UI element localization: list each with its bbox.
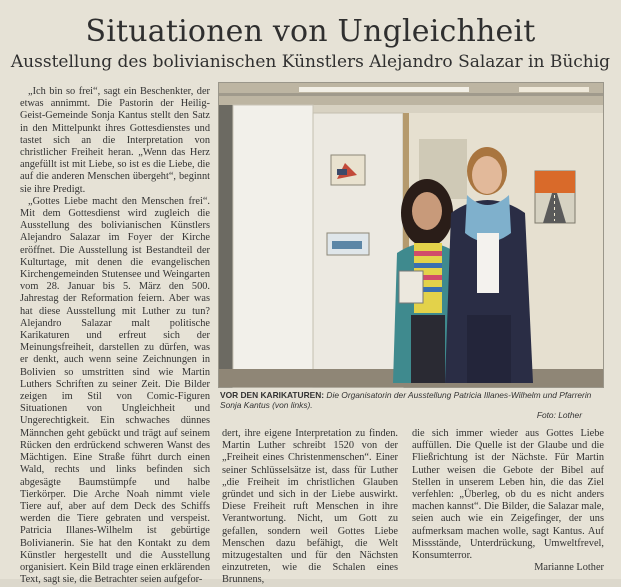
article-column-2 [222,428,398,587]
headline: Situationen von Ungleichheit [85,14,536,49]
article-column-3 [412,428,604,574]
exhibition-photo [219,83,603,387]
photo-credit: Foto: Lother [536,410,582,420]
paragraph: die sich immer wieder aus Gottes Liebe auffüllen. Die Quelle ist der Glaube und die Fließrichtung ist der Nächste. Für Martin Luther weisen die Gebote der Bibel auf Stellen in unserem Leben hin, die das Ziel verfehlen: „Überleg, ob du es nicht anders machen kannst“. Die Bilder, die Salazar male, seien auch wie ein Zeigefinger, der uns aufmerksam machen wolle, sagt Kantus. Auf Missstände, Unterdrückung, Umweltfrevel, Konsumterror. [412,428,604,562]
caption-lead: VOR DEN KARIKATUREN: [220,390,325,400]
paragraph: dert, ihre eigene Interpretation zu finden. Martin Luther schreibt 1520 von der „Freiheit eines Christenmenschen“. Einer seiner Schlüsselsätze ist, dass für Luther „die Freiheit im christlichen Glauben gründet und sich in der Liebe auswirkt. Diese Freiheit ruft Menschen in ihre Verantwortung. Nicht, um Gott zu gefallen, sondern weil Gottes Liebe Menschen dazu befähigt, die Welt mitzugestalten und für den Nächsten einzutreten, wie die Schalen eines Brunnens, [222,428,398,586]
author-byline: Marianne Lother [534,562,604,574]
paragraph: „Ich bin so frei“, sagt ein Beschenkter, der etwas annimmt. Die Pastorin der Heilig-Geist-Gemeinde Sonja Kantus stellt den Satz in den Mittelpunkt ihres Gottesdienstes und tastet sich an die Interpretation von christlicher Freiheit heran. „Wenn das Herz angefüllt ist mit Liebe, so ist es die Liebe, die auf die anderen Menschen übergeht“, beginnt sie ihre Predigt. [20,86,210,195]
paragraph: „Gottes Liebe macht den Menschen frei“. Mit dem Gottesdienst wird zugleich die Ausstellung des bolivianischen Künstlers Alejandro Salazar im Foyer der Kirche eröffnet. Die Ausstellung ist Bestandteil der Kulturtage, mit denen die evangelischen Kirchengemeinden Stutensee und Weingarten vom 28. Januar bis 5. März den 500. Jahrestag der Reformation feiern. Aber was hat diese Ausstellung mit Luther zu tun? Alejandro Salazar malt politische Karikaturen und erfreut sich der Meinungsfreiheit, darstellen zu dürfen, was er denkt, auch wenn seine Zeichnungen in Bolivien so umstritten sind wie Martin Luthers Schriften zu seiner Zeit. Die Bilder zeigen im Stil von Comic-Figuren Situationen von Ungleichheit und Ungerechtigkeit. Ein schwaches dünnes Männchen geht gebückt und trägt auf seinem Rücken den erdrückend schweren Wanst des Mächtigen. Eine Straße führt durch einen Wald, rechts und links befinden sich abgesägte Baumstümpfe und halbe Tierkörper. Die Arche Noah nimmt viele Tiere auf, aber auf dem Deck des Schiffs werden die Tiere gebraten und verspeist. Patricia Illanes-Wilhelm ist gebürtige Bolivianerin. Sie hat den Kontakt zu dem Künstler hergestellt und die Ausstellung organisiert. Kein Bild trage einen erklärenden Text, sagt sie, die Betrachter seien aufgefor- [20,195,210,586]
subheadline: Ausstellung des bolivianischen Künstlers Alejandro Salazar in Büchig [10,52,611,72]
article-column-1 [20,86,210,586]
photo [218,82,604,388]
caption-text: Die Organisatorin der Ausstellung Patricia Illanes-Wilhelm und Pfarrerin Sonja Kantus (von links). [220,390,592,410]
photo-caption [220,390,600,420]
